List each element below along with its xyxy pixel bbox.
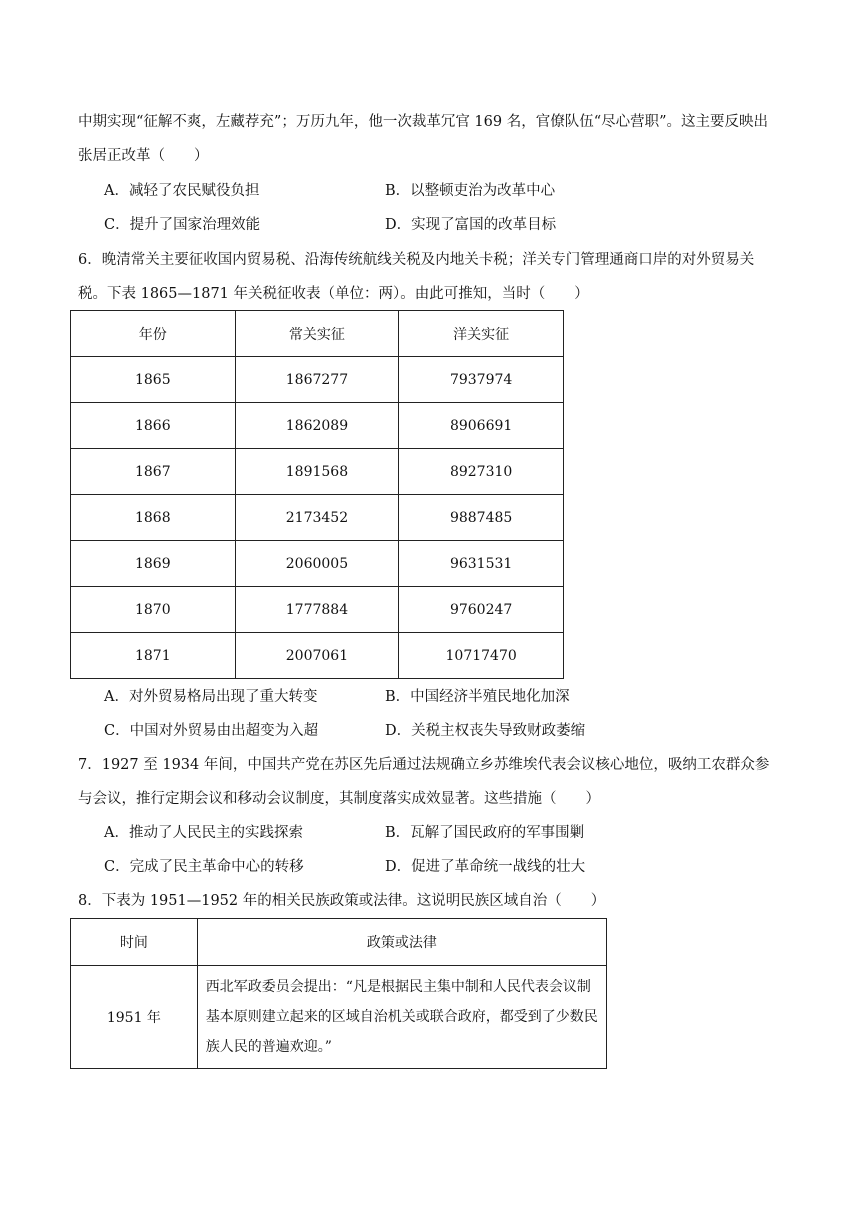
table-row [71, 587, 564, 633]
q5-stem-line2: 张居正改革（ ） [78, 148, 209, 164]
q6-option-d: D．关税主权丧失导致财政萎缩 [385, 723, 586, 739]
q6-stem-line2: 税。下表 1865—1871 年关税征收表（单位：两）。由此可推知，当时（ ） [78, 286, 589, 302]
cell-year: 1868 [71, 495, 236, 541]
cell-year: 1865 [71, 357, 236, 403]
cell-changguan: 2007061 [235, 633, 399, 679]
cell-policy: 西北军政委员会提出：“凡是根据民主集中制和人民代表会议制基本原则建立起来的区域自治机关或联合政府，都受到了少数民族人民的普遍欢迎。” [197, 966, 606, 1069]
q6-option-b: B．中国经济半殖民地化加深 [385, 689, 570, 705]
cell-changguan: 2173452 [235, 495, 399, 541]
table-header-row [71, 919, 607, 966]
table-row [71, 403, 564, 449]
cell-year: 1871 [71, 633, 236, 679]
table-row [71, 449, 564, 495]
cell-changguan: 1891568 [235, 449, 399, 495]
q7-option-c: C．完成了民主革命中心的转移 [104, 859, 304, 875]
q6-option-c: C．中国对外贸易由出超变为入超 [104, 723, 319, 739]
cell-year: 1870 [71, 587, 236, 633]
q7-option-b: B．瓦解了国民政府的军事围剿 [385, 825, 585, 841]
table-row [71, 966, 607, 1069]
q5-option-a: A．减轻了农民赋役负担 [104, 183, 260, 199]
table-row [71, 357, 564, 403]
cell-yangguan: 10717470 [399, 633, 564, 679]
q6-tariff-table [70, 310, 564, 679]
q6-option-a: A．对外贸易格局出现了重大转变 [104, 689, 318, 705]
header-policy: 政策或法律 [197, 919, 606, 966]
cell-year: 1866 [71, 403, 236, 449]
cell-changguan: 1777884 [235, 587, 399, 633]
q5-option-b: B．以整顿吏治为改革中心 [385, 183, 556, 199]
q7-option-a: A．推动了人民民主的实践探索 [104, 825, 303, 841]
q5-option-d: D．实现了富国的改革目标 [385, 217, 557, 233]
table-header-row [71, 311, 564, 357]
header-yangguan: 洋关实征 [399, 311, 564, 357]
cell-changguan: 1862089 [235, 403, 399, 449]
header-time: 时间 [71, 919, 198, 966]
q7-stem-line2: 与会议，推行定期会议和移动会议制度，其制度落实成效显著。这些措施（ ） [78, 791, 600, 807]
cell-yangguan: 9887485 [399, 495, 564, 541]
header-changguan: 常关实征 [235, 311, 399, 357]
cell-yangguan: 8927310 [399, 449, 564, 495]
cell-yangguan: 9631531 [399, 541, 564, 587]
q6-stem-line1: 6．晚清常关主要征收国内贸易税、沿海传统航线关税及内地关卡税；洋关专门管理通商口岸的对外贸易关 [78, 252, 755, 268]
cell-changguan: 2060005 [235, 541, 399, 587]
table-row [71, 541, 564, 587]
cell-year: 1869 [71, 541, 236, 587]
cell-yangguan: 7937974 [399, 357, 564, 403]
q5-option-c: C．提升了国家治理效能 [104, 217, 261, 233]
q7-option-d: D．促进了革命统一战线的壮大 [385, 859, 586, 875]
q7-stem-line1: 7．1927 至 1934 年间，中国共产党在苏区先后通过法规确立乡苏维埃代表会议核心地位，吸纳工农群众参 [78, 757, 770, 773]
cell-yangguan: 9760247 [399, 587, 564, 633]
q8-stem-line1: 8．下表为 1951—1952 年的相关民族政策或法律。这说明民族区域自治（ ） [78, 893, 606, 909]
cell-time: 1951 年 [71, 966, 198, 1069]
table-row [71, 495, 564, 541]
cell-yangguan: 8906691 [399, 403, 564, 449]
table-row [71, 633, 564, 679]
cell-year: 1867 [71, 449, 236, 495]
cell-changguan: 1867277 [235, 357, 399, 403]
q5-stem-line1: 中期实现“征解不爽，左藏荐充”；万历九年，他一次裁革冗官 169 名，官僚队伍“尽心营职”。这主要反映出 [78, 114, 769, 130]
q8-policy-table [70, 918, 607, 1069]
header-year: 年份 [71, 311, 236, 357]
